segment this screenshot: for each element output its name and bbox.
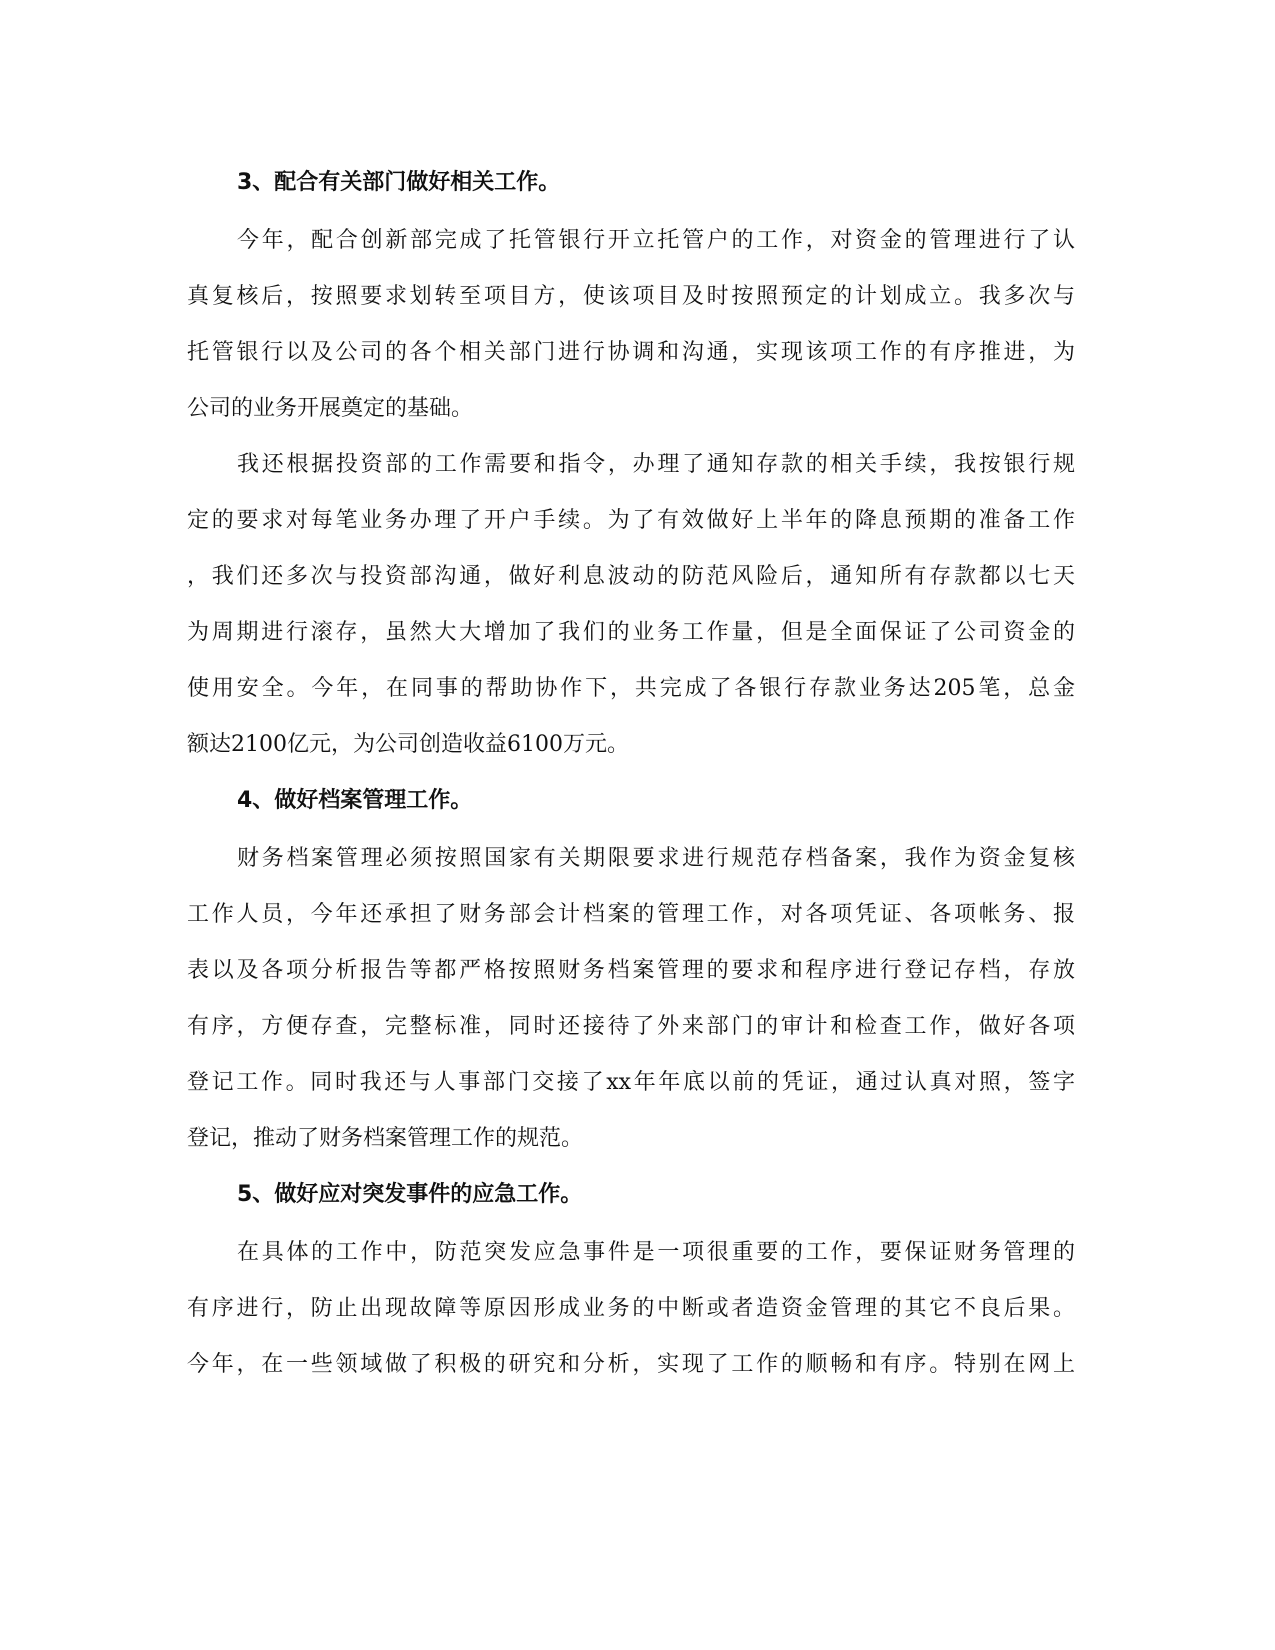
paragraph-line: 今年，在一些领域做了积极的研究和分析，实现了工作的顺畅和有序。特别在网上: [187, 1352, 1075, 1377]
paragraph-line: ，我们还多次与投资部沟通，做好利息波动的防范风险后，通知所有存款都以七天: [187, 564, 1075, 589]
paragraph-line: 表以及各项分析报告等都严格按照财务档案管理的要求和程序进行登记存档，存放: [187, 958, 1075, 983]
section-heading-4: 4、做好档案管理工作。: [237, 788, 473, 813]
paragraph-line: 登记工作。同时我还与人事部门交接了xx年年底以前的凭证，通过认真对照，签字: [187, 1070, 1075, 1095]
paragraph-line: 我还根据投资部的工作需要和指令，办理了通知存款的相关手续，我按银行规: [237, 452, 1075, 477]
paragraph-line: 真复核后，按照要求划转至项目方，使该项目及时按照预定的计划成立。我多次与: [187, 284, 1075, 309]
paragraph-line: 有序进行，防止出现故障等原因形成业务的中断或者造资金管理的其它不良后果。: [187, 1296, 1075, 1321]
paragraph-line: 公司的业务开展奠定的基础。: [187, 396, 474, 421]
paragraph-line: 使用安全。今年，在同事的帮助协作下，共完成了各银行存款业务达205笔，总金: [187, 676, 1075, 701]
paragraph-line: 今年，配合创新部完成了托管银行开立托管户的工作，对资金的管理进行了认: [237, 228, 1075, 253]
paragraph-line: 额达2100亿元，为公司创造收益6100万元。: [187, 732, 629, 757]
paragraph-line: 工作人员，今年还承担了财务部会计档案的管理工作，对各项凭证、各项帐务、报: [187, 902, 1075, 927]
section-heading-3: 3、配合有关部门做好相关工作。: [237, 170, 561, 195]
paragraph-line: 有序，方便存查，完整标准，同时还接待了外来部门的审计和检查工作，做好各项: [187, 1014, 1075, 1039]
section-heading-5: 5、做好应对突发事件的应急工作。: [237, 1182, 583, 1207]
paragraph-line: 为周期进行滚存，虽然大大增加了我们的业务工作量，但是全面保证了公司资金的: [187, 620, 1075, 645]
paragraph-line: 托管银行以及公司的各个相关部门进行协调和沟通，实现该项工作的有序推进，为: [187, 340, 1075, 365]
paragraph-line: 登记，推动了财务档案管理工作的规范。: [187, 1126, 584, 1151]
paragraph-line: 财务档案管理必须按照国家有关期限要求进行规范存档备案，我作为资金复核: [237, 846, 1075, 871]
paragraph-line: 在具体的工作中，防范突发应急事件是一项很重要的工作，要保证财务管理的: [237, 1240, 1075, 1265]
paragraph-line: 定的要求对每笔业务办理了开户手续。为了有效做好上半年的降息预期的准备工作: [187, 508, 1075, 533]
